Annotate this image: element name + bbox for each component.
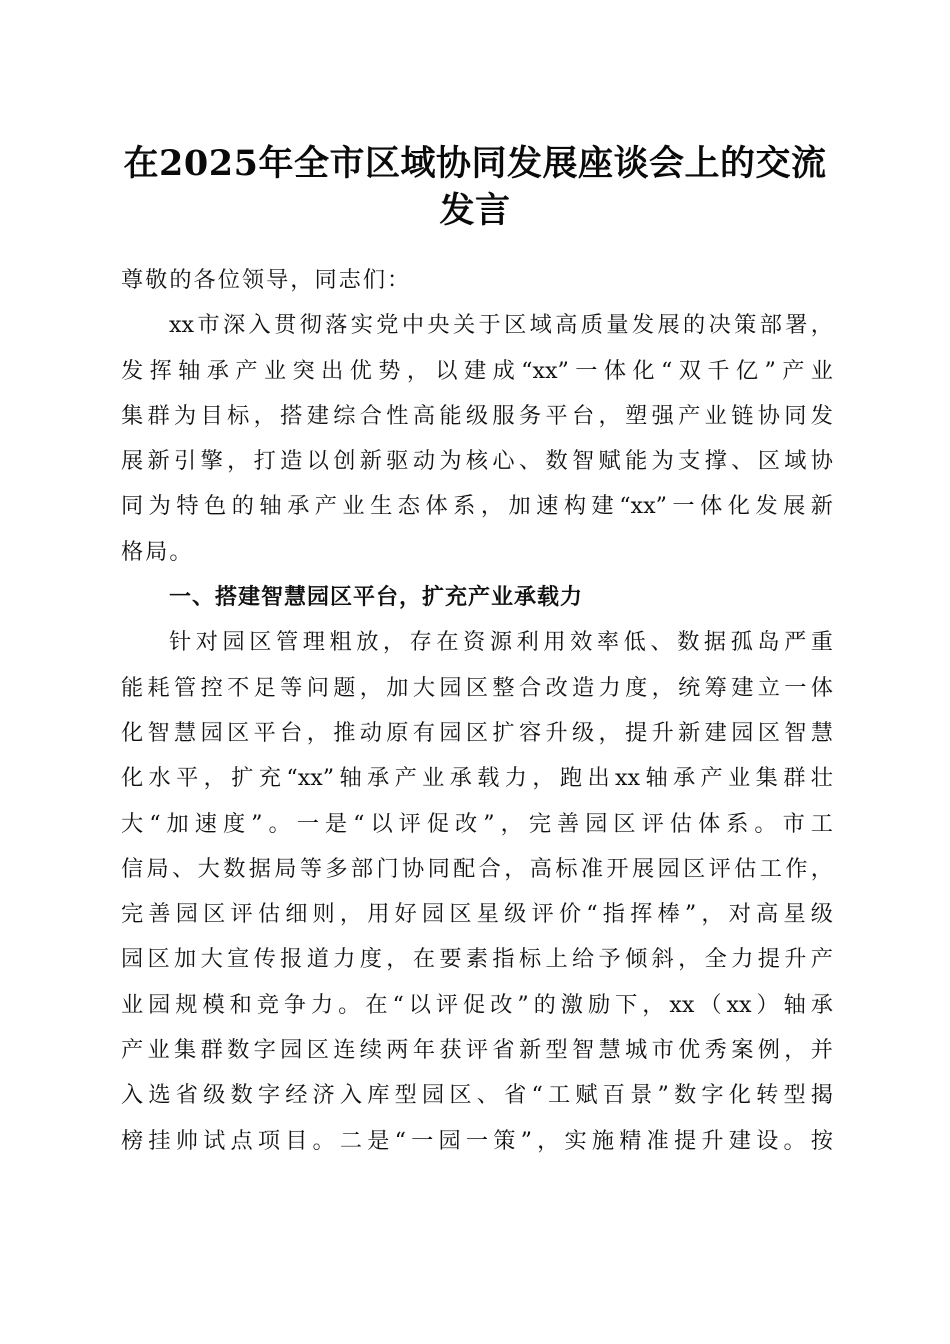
intro-paragraph <box>121 303 833 575</box>
paragraph-line: 化水平，扩充“xx”轴承产业承载力，跑出xx轴承产业集群壮 <box>121 765 833 792</box>
paragraph-line: 榜挂帅试点项目。二是“一园一策”，实施精准提升建设。按 <box>121 1127 833 1154</box>
paragraph-line: 入选省级数字经济入库型园区、省“工赋百景”数字化转型揭 <box>121 1082 833 1109</box>
paragraph-line: 针对园区管理粗放，存在资源利用效率低、数据孤岛严重 <box>169 629 833 656</box>
document-body <box>121 258 833 1164</box>
paragraph-line: 业园规模和竞争力。在“以评促改”的激励下，xx（xx）轴承 <box>121 991 833 1018</box>
paragraph-line: 同为特色的轴承产业生态体系，加速构建“xx”一体化发展新 <box>121 493 833 520</box>
title-line: 发言 <box>439 190 511 231</box>
paragraph-line: 发挥轴承产业突出优势，以建成“xx”一体化“双千亿”产业 <box>121 357 833 384</box>
paragraph-line: 大“加速度”。一是“以评促改”，完善园区评估体系。市工 <box>121 810 833 837</box>
salutation: 尊敬的各位领导，同志们： <box>121 267 412 293</box>
paragraph-line: 信局、大数据局等多部门协同配合，高标准开展园区评估工作， <box>121 855 833 882</box>
paragraph-line: 产业集群数字园区连续两年获评省新型智慧城市优秀案例，并 <box>121 1037 833 1064</box>
paragraph-line: xx市深入贯彻落实党中央关于区域高质量发展的决策部署， <box>169 312 833 339</box>
paragraph-line: 格局。 <box>121 538 194 565</box>
section-heading: 一、搭建智慧园区平台，扩充产业承载力 <box>169 585 584 611</box>
paragraph-line: 能耗管控不足等问题，加大园区整合改造力度，统筹建立一体 <box>121 674 833 701</box>
paragraph-line: 展新引擎，打造以创新驱动为核心、数智赋能为支撑、区域协 <box>121 448 833 475</box>
title-line: 在2025年全市区域协同发展座谈会上的交流 <box>123 143 827 184</box>
document-title <box>110 140 840 234</box>
paragraph-line: 完善园区评估细则，用好园区星级评价“指挥棒”，对高星级 <box>121 901 833 928</box>
paragraph-line: 化智慧园区平台，推动原有园区扩容升级，提升新建园区智慧 <box>121 719 833 746</box>
paragraph-line: 集群为目标，搭建综合性高能级服务平台，塑强产业链协同发 <box>121 402 833 429</box>
paragraph-line: 园区加大宣传报道力度，在要素指标上给予倾斜，全力提升产 <box>121 946 833 973</box>
section-paragraph <box>121 620 833 1164</box>
